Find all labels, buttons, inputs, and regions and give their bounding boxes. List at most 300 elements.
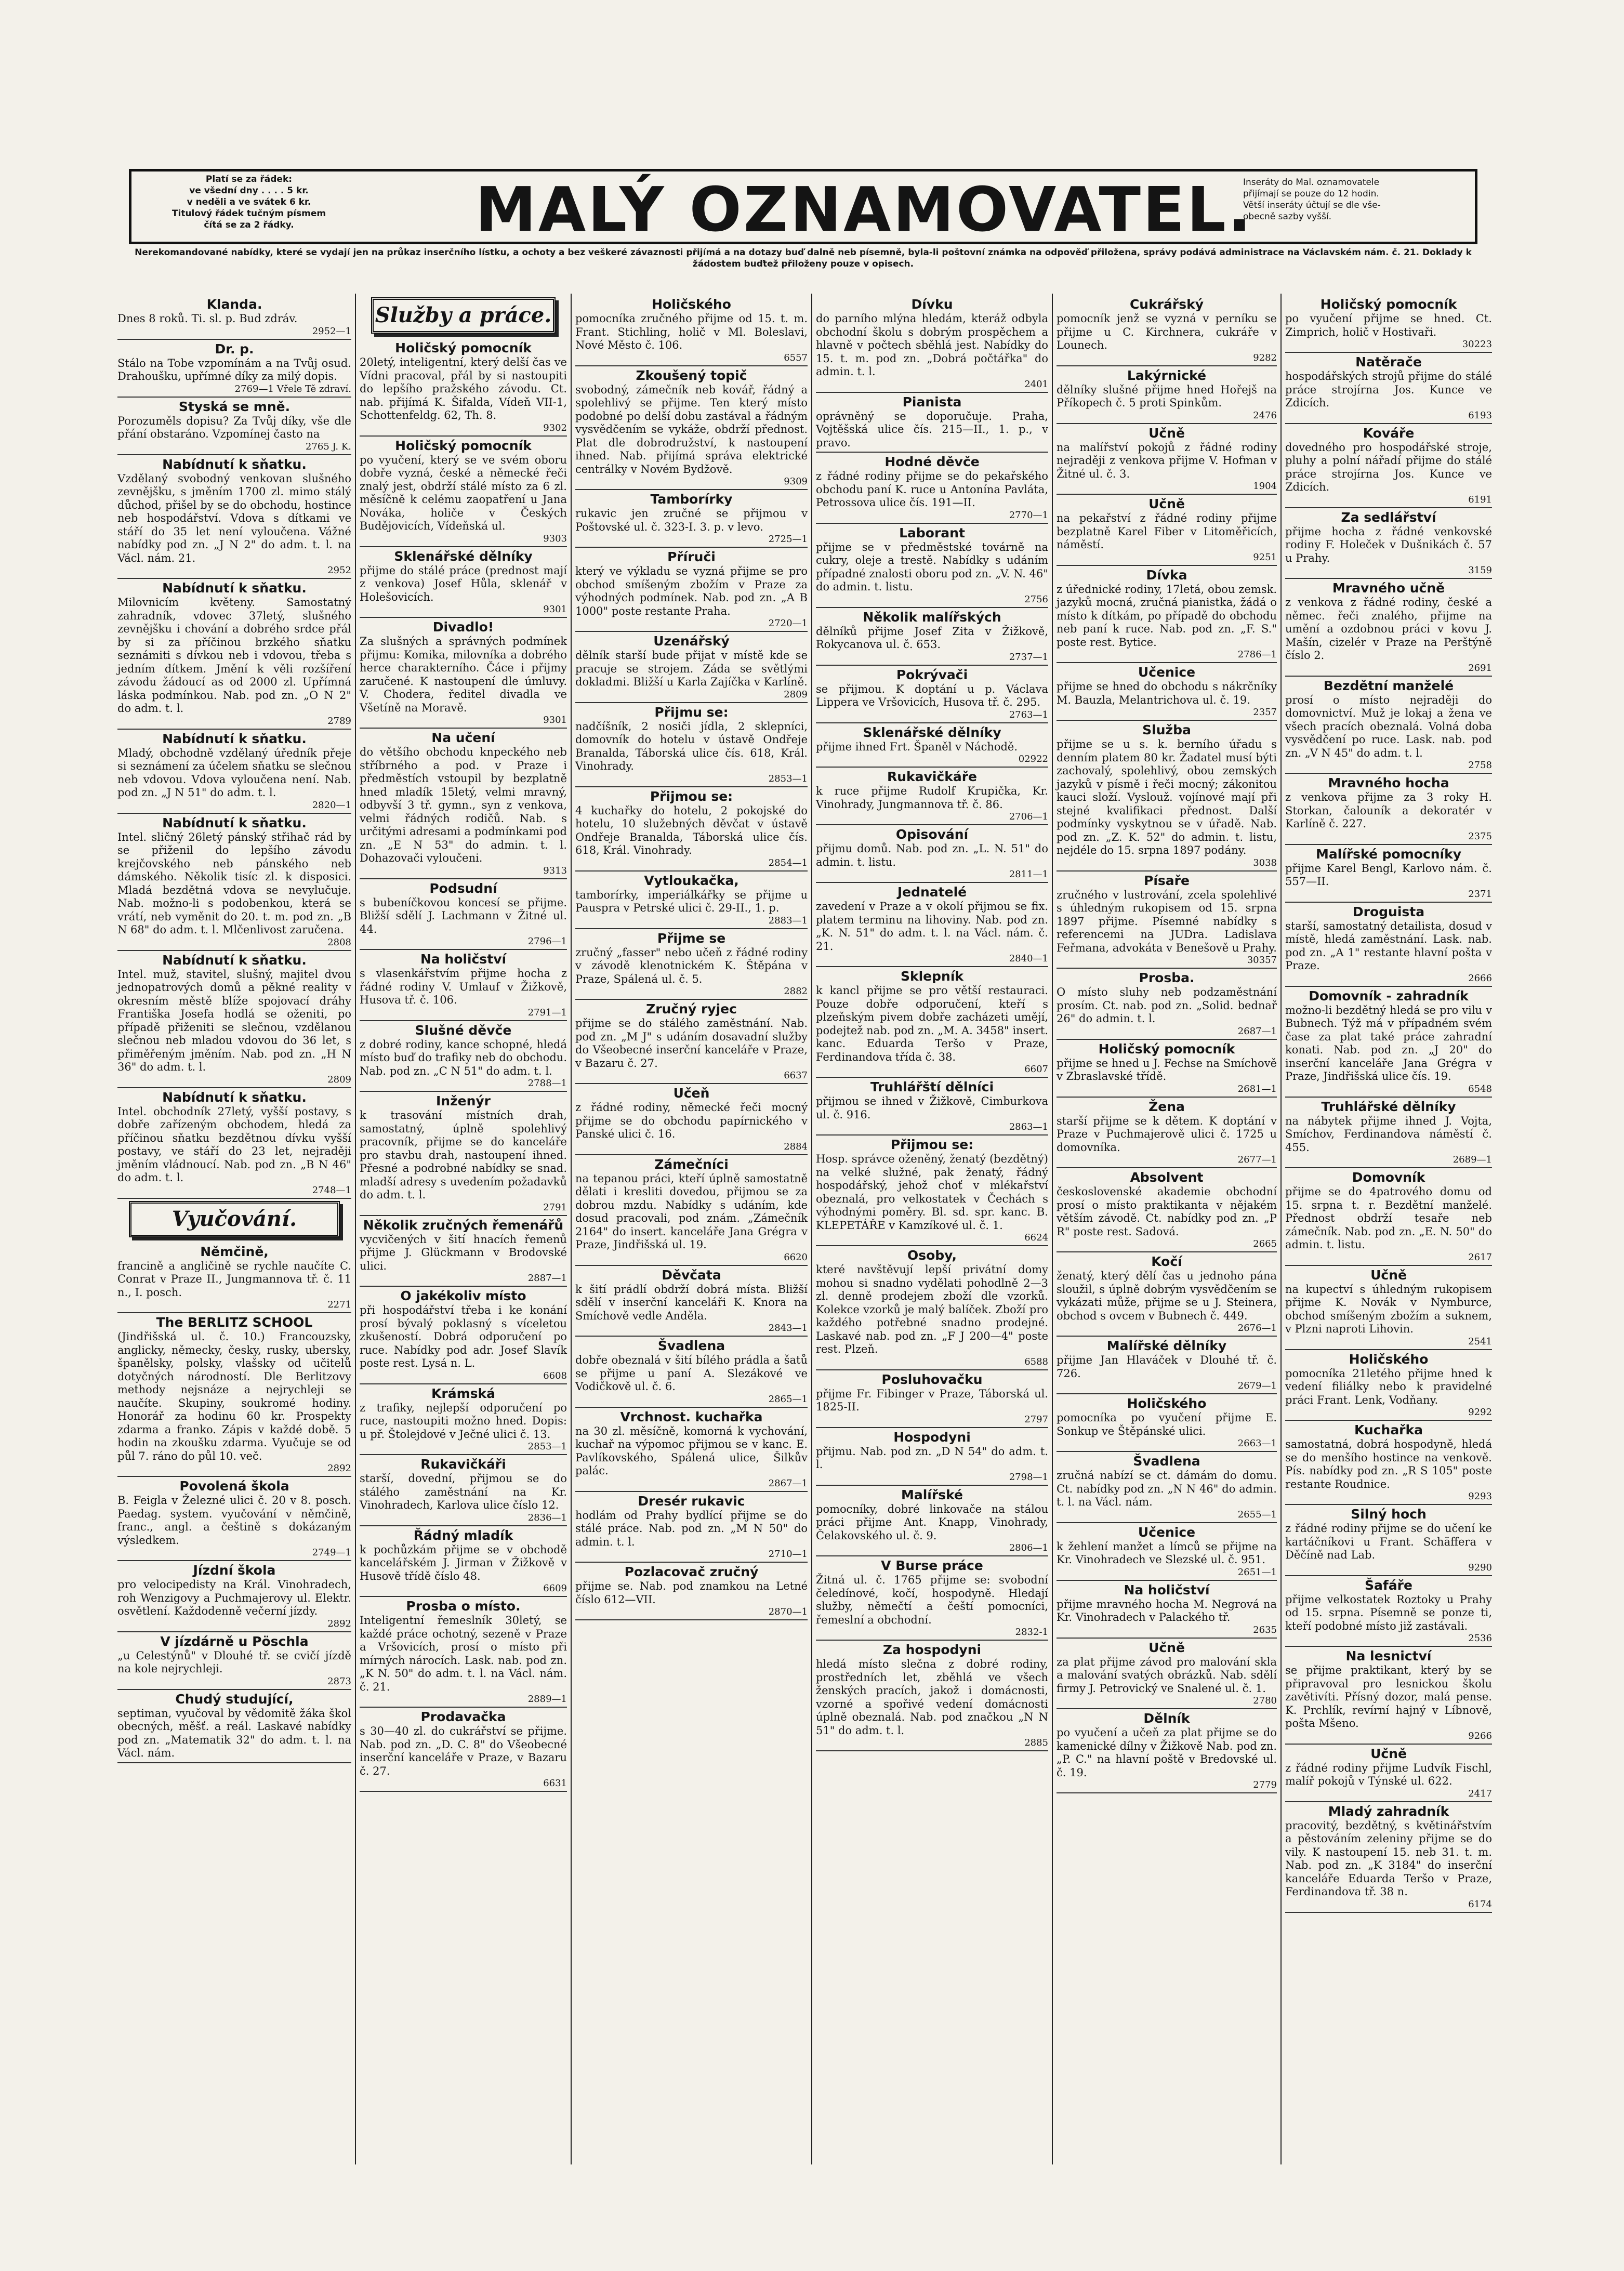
classified-ad bbox=[1057, 295, 1277, 366]
ad-number: 3159 bbox=[1468, 565, 1492, 576]
ad-text: zručný „fasser" nebo učeň z řádné rodiny v závodě klenotnickém K. Štěpána v Praze, Spálená ul. č. 5. bbox=[575, 946, 808, 985]
classified-ad bbox=[816, 1246, 1048, 1370]
ad-text: při hospodářství třeba i ke konání prosí bývalý poklasný s víceletou zkušeností. Dobrá odporučení po ruce. Nabídky pod adr. Josef Slavík poste rest. Lysá n. L. bbox=[360, 1304, 567, 1369]
ad-text: přijme se do stálého zaměstnání. Nab. pod zn. „M J" s udáním dosavadní služby do Všeobecné inserční kanceláře v Praze, v Bazaru č. 27. bbox=[575, 1017, 808, 1070]
header-left-line: ve všední dny . . . . 5 kr. bbox=[189, 186, 309, 196]
ad-heading: Truhlářské dělníky bbox=[1321, 1099, 1456, 1114]
ad-heading: Absolvent bbox=[1130, 1170, 1204, 1185]
ad-heading: Povolená škola bbox=[179, 1478, 289, 1494]
ad-text: 20letý, inteligentní, který delší čas ve Vídni pracoval, přál by si nastoupiti do lepšího pražského závodu. Ct. nab. přijímá K. Šifalda, Vídeň VII-1, Schottenfeldg. 62, Th. 8. bbox=[360, 356, 567, 421]
ad-text: z dobré rodiny, kance schopné, hledá místo buď do trafiky neb do obchodu. Nab. pod zn. „C N 51" do adm. t. l. bbox=[360, 1038, 567, 1077]
classified-ad bbox=[360, 1092, 567, 1216]
ad-number: 2796—1 bbox=[527, 936, 567, 947]
classified-ad bbox=[360, 879, 567, 950]
column-5 bbox=[1053, 295, 1280, 2166]
classified-ad bbox=[816, 453, 1048, 524]
classified-ad bbox=[575, 295, 808, 366]
ad-number: 6174 bbox=[1468, 1898, 1492, 1910]
classified-ad bbox=[816, 967, 1048, 1078]
ad-text: z venkova z řádné rodiny, české a němec. řeči znalého, přijme na umění a ozdobnou práci v kovu J. Mašín, cizelér v Praze na Perštýně číslo 2. bbox=[1285, 596, 1492, 662]
ad-number: 2884 bbox=[784, 1141, 808, 1152]
classified-ad bbox=[1285, 774, 1492, 845]
ad-heading: Chudý studující, bbox=[175, 1691, 294, 1707]
classified-ad bbox=[575, 548, 808, 632]
classified-ad bbox=[360, 1597, 567, 1708]
classified-ad bbox=[575, 1000, 808, 1084]
ad-number: 2417 bbox=[1468, 1788, 1492, 1799]
ad-number: 9292 bbox=[1468, 1407, 1492, 1418]
ad-heading: Učně bbox=[1148, 425, 1185, 441]
ad-number: 2809 bbox=[327, 1074, 351, 1085]
ad-heading: Zámečníci bbox=[654, 1156, 729, 1172]
ad-heading: Nabídnutí k sňatku. bbox=[162, 731, 307, 746]
ad-text: přijme Karel Bengl, Karlovo nám. č. 557—II. bbox=[1285, 862, 1492, 888]
ad-text: po vyučení a učeň za plat přijme se do kamenické dílny v Žižkově Nab. pod zn. „P. C." na hlavní poště v Bredovské ul. č. 19. bbox=[1057, 1726, 1277, 1779]
classified-ad bbox=[816, 524, 1048, 608]
ad-text: k žehlení manžet a límců se přijme na Kr. Vinohradech ve Slezské ul. č. 951. bbox=[1057, 1540, 1277, 1566]
column-1 bbox=[114, 295, 354, 2166]
ad-number: 2836—1 bbox=[527, 1512, 567, 1523]
column-rule bbox=[811, 294, 812, 2164]
classified-ad bbox=[816, 1641, 1048, 1751]
ad-heading: Přijmu se: bbox=[654, 704, 729, 720]
ad-text: Vzdělaný svobodný venkovan slušného zevnějšku, s jměním 1700 zl. mimo stálý důchod, přišel by se do obchodu, hostince neb hospodářství. Vdova s dítkami ve stáří do 35 let není vyloučena. Vážné nabídky pod zn. „J N 2" do adm. t. l. na Václ. nám. 21. bbox=[117, 472, 351, 564]
ad-number: 2853—1 bbox=[527, 1441, 567, 1452]
ad-number: 2853—1 bbox=[768, 773, 808, 784]
ad-number: 2883—1 bbox=[768, 915, 808, 926]
classified-ad bbox=[360, 1526, 567, 1597]
ad-number: 6609 bbox=[543, 1583, 567, 1594]
classified-ad bbox=[1057, 366, 1277, 424]
ad-number: 2476 bbox=[1253, 410, 1277, 421]
ad-heading: Natěrače bbox=[1355, 354, 1422, 369]
ad-heading: Učně bbox=[1148, 496, 1185, 511]
classified-ad bbox=[1285, 1802, 1492, 1913]
ad-heading: Pianista bbox=[902, 394, 962, 410]
ad-number: 30357 bbox=[1247, 955, 1277, 966]
classified-ad bbox=[816, 608, 1048, 666]
ad-text: pomocníka po vyučení přijme E. Sonkup ve Štěpánské ulici. bbox=[1057, 1411, 1277, 1437]
ad-text: dělníků přijme Josef Zita v Žižkově, Rokycanova ul. č. 653. bbox=[816, 625, 1048, 651]
column-6 bbox=[1282, 295, 1495, 2166]
classified-ad bbox=[1285, 1266, 1492, 1350]
ad-text: starší, dovední, přijmou se do stálého zaměstnání na Kr. Vinohradech, Karlova ulice číslo 12. bbox=[360, 1472, 567, 1511]
classified-ad bbox=[1057, 1337, 1277, 1394]
ad-heading: Pozlacovač zručný bbox=[624, 1564, 759, 1579]
classified-ad bbox=[1285, 1421, 1492, 1505]
ad-heading: Na lesnictví bbox=[1345, 1648, 1432, 1663]
ad-number: 30223 bbox=[1462, 339, 1492, 350]
ad-number: 2806—1 bbox=[1009, 1542, 1048, 1553]
ad-text: hospodářských strojů přijme do stálé práce strojírna Jos. Kunce ve Zdicích. bbox=[1285, 370, 1492, 409]
ad-text: ženatý, který dělí čas u jednoho pána sloužil, s úplně dobrým vysvědčením se vykázati může, přijme se u J. Steinera, obchod s ovcem v Bubnech č. 449. bbox=[1057, 1270, 1277, 1322]
ad-text: na tepanou práci, kteří úplně samostatně dělati i kresliti dovedou, přijmou se za dobrou mzdu. Nabídky s udáním, kde dosud pracovali, pod znám. „Zámečník 2164" do insert. kanceláře Jana Grégra v Praze, Jindřišská ul. 19. bbox=[575, 1172, 808, 1251]
classified-ad bbox=[575, 872, 808, 929]
ad-heading: Osoby, bbox=[907, 1248, 957, 1263]
classified-ad bbox=[1057, 721, 1277, 872]
classified-ad bbox=[1057, 1523, 1277, 1581]
header-left-line: Platí se za řádek: bbox=[205, 174, 293, 184]
classified-ad bbox=[816, 1370, 1048, 1428]
ad-text: 4 kuchařky do hotelu, 2 pokojské do hotelu, 10 služebných děvčat v ústavě Ondřeje Branalda, Táborská ulice čís. 618, Král. Vinohrady. bbox=[575, 804, 808, 856]
ad-text: přijme hocha z řádné venkovské rodiny F. Holeček v Dušnikách č. 57 u Prahy. bbox=[1285, 525, 1492, 564]
ad-heading: Malířské bbox=[901, 1487, 963, 1502]
classified-ad bbox=[575, 787, 808, 872]
classified-ad bbox=[1285, 1745, 1492, 1802]
ad-number: 9301 bbox=[543, 715, 567, 725]
classified-ad bbox=[360, 618, 567, 729]
ad-number: 2401 bbox=[1024, 378, 1048, 390]
ad-text: československé akademie obchodní prosí o místo praktikanta v nějakém větším závodě. Ct. nabídky pod zn. „P R" poste rest. Sadová. bbox=[1057, 1185, 1277, 1238]
ad-number: 2749—1 bbox=[312, 1547, 351, 1558]
ad-heading: Dresér rukavic bbox=[638, 1493, 745, 1509]
ad-number: 9302 bbox=[543, 422, 567, 433]
ad-heading: Posluhovačku bbox=[881, 1371, 983, 1387]
ad-heading: Řádný mladík bbox=[413, 1527, 513, 1543]
classified-ad bbox=[360, 1287, 567, 1384]
ad-text: pomocník jenž se vyzná v perníku se přijme u C. Kirchnera, cukráře v Lounech. bbox=[1057, 312, 1277, 351]
ad-text: na 30 zl. měsíčně, komorná k vychování, kuchař na výpomoc přijmou se v kanc. E. Pavlíkovského, Spálená ulice, Šilkův palác. bbox=[575, 1424, 808, 1477]
ad-heading: Němčině, bbox=[200, 1244, 269, 1259]
ad-text: samostatná, dobrá hospodyně, hledá se do menšího hostince na venkově. Pís. nabídky pod zn. „R S 105" poste restante Roudnice. bbox=[1285, 1438, 1492, 1490]
classified-ad bbox=[575, 366, 808, 491]
ad-number: 2840—1 bbox=[1009, 953, 1048, 964]
classified-ad bbox=[117, 1632, 351, 1690]
ad-number: 2887—1 bbox=[527, 1273, 567, 1284]
classified-ad bbox=[816, 1556, 1048, 1641]
ad-text: svobodný, zámečník neb kovář, řádný a spolehlivý se přijme. Ten který místo podobné po delší dobu zastával a řádným vysvědčením se vykáže, obdrží přednost. Plat dle dobrodružství, k nastoupení ihned. Nab. přijímá správa elektrické centrálky v Novém Bydžově. bbox=[575, 383, 808, 476]
ad-number: 9309 bbox=[784, 476, 808, 487]
classified-ad bbox=[1057, 1709, 1277, 1793]
column-2 bbox=[357, 295, 570, 2166]
ad-number: 2863—1 bbox=[1009, 1121, 1048, 1132]
ad-text: přijme Fr. Fibinger v Praze, Táborská ul. 1825-II. bbox=[816, 1387, 1048, 1413]
classified-ad bbox=[575, 1408, 808, 1492]
ad-number: 2375 bbox=[1468, 830, 1492, 842]
classified-ad bbox=[117, 455, 351, 579]
ad-heading: Pokrývači bbox=[896, 667, 968, 682]
ad-number: 2797 bbox=[1024, 1414, 1048, 1425]
ad-text: pomocníka zručného přijme od 15. t. m. Frant. Stichling, holič v Ml. Boleslavi, Nové Město č. 106. bbox=[575, 312, 808, 351]
ad-text: O místo sluhy neb podzaměstnání prosím. Ct. nab. pod zn. „Solid. bednař 26" do admin. t. l. bbox=[1057, 986, 1277, 1025]
ad-number: 2536 bbox=[1468, 1633, 1492, 1644]
ad-heading: Rukavičkáře bbox=[887, 769, 977, 784]
ad-text: pomocníky, dobré linkovače na stálou práci přijme Ant. Knapp, Vinohrady, Čelakovského ul. č. 9. bbox=[816, 1502, 1048, 1542]
ad-heading: Rukavičkáři bbox=[420, 1457, 506, 1472]
classified-ad bbox=[1057, 424, 1277, 495]
ad-text: z řádné rodiny přijme se do pekařského obchodu paní K. ruce u Antonína Pavláta, Petrossova ulice čís. 191—II. bbox=[816, 470, 1048, 509]
ad-text: za plat přijme závod pro malování skla a malování svatých obrázků. Nab. sdělí firmy J. Petrovický ve Snalené ul. č. 1. bbox=[1057, 1655, 1277, 1695]
ad-text: Za slušných a správných podmínek přijmu: Komika, milovníka a dobrého herce charakterního. Čáce i přijmy zaručené. K nastoupení dle úmluvy. V. Chodera, ředitel divadla ve Všetíně na Moravě. bbox=[360, 635, 567, 714]
ad-heading: Sklenářské dělníky bbox=[394, 548, 533, 564]
ad-heading: Kuchařka bbox=[1354, 1422, 1423, 1437]
ad-number: 2737—1 bbox=[1009, 651, 1048, 663]
ad-text: k pochůzkám přijme se v obchodě kancelářském J. Jirman v Žižkově v Husově třídě číslo 48. bbox=[360, 1543, 567, 1582]
header-left-line: Titulový řádek tučným písmem bbox=[171, 208, 326, 219]
ad-heading: Hospodyni bbox=[893, 1429, 971, 1445]
ad-text: s bubeníčkovou koncesí se přijme. Bližší sdělí J. Lachmann v Žitné ul. 44. bbox=[360, 896, 567, 935]
ad-text: k trasování místních drah, samostatný, úplně spolehlivý pracovník, přijme se do kanceláře pro stavbu drah, nastoupení ihned. Přesné a podrobné nabídky se snad. mladší adresy s uvedením požadavků do adm. t. l. bbox=[360, 1109, 567, 1201]
ad-text: do většího obchodu knpeckého neb stříbrného a pod. v Praze i předměstích vstoupil by bezplatně hned mladík 15letý, velmi mravný, odbyvší 3 tř. gymn., syn z venkova, velmi řádných rodičů. Nab. s určitými adresami a podmínkami pod zn. „E N 53" do admin. t. l. Dohazovači vyloučeni. bbox=[360, 746, 567, 864]
ad-number: 2271 bbox=[327, 1299, 351, 1310]
ad-heading: Kočí bbox=[1151, 1254, 1182, 1269]
ad-number: 6191 bbox=[1468, 494, 1492, 505]
ad-heading: Nabídnutí k sňatku. bbox=[162, 456, 307, 472]
classified-ad bbox=[360, 1455, 567, 1526]
ad-number: 2832-1 bbox=[1015, 1627, 1048, 1638]
ad-text: se přijme praktikant, který by se připravoval pro lesnickou školu zavětivíti. Přísný dozor, malá pense. K. Prchlík, revírní hajný v Líbnově, pošta Mšeno. bbox=[1285, 1664, 1492, 1729]
ad-heading: Přijmou se: bbox=[890, 1137, 974, 1152]
classified-ad bbox=[816, 393, 1048, 453]
ad-heading: Přijme se bbox=[657, 930, 726, 946]
classified-ad bbox=[1285, 1350, 1492, 1421]
classified-ad bbox=[1285, 903, 1492, 987]
ad-text: s 30—40 zl. do cukrářství se přijme. Nab. pod zn. „D. C. 8" do Všeobecné inserční kanceláře v Praze, v Bazaru č. 27. bbox=[360, 1725, 567, 1777]
ad-text: přijme mravného hocha M. Negrová na Kr. Vinohradech v Palackého tř. bbox=[1057, 1597, 1277, 1623]
ad-text: pracovitý, bezdětný, s květinářstvím a pěstováním zeleniny přijme se do vily. K nastoupení 15. neb 31. t. m. Nab. pod zn. „K 3184" do inserční kanceláře Eduarda Teršo v Praze, Ferdinandova tř. 38 n. bbox=[1285, 1819, 1492, 1898]
classified-ad bbox=[1285, 1168, 1492, 1266]
classified-ad bbox=[360, 1216, 567, 1287]
ad-heading: Učenice bbox=[1138, 665, 1196, 680]
ad-heading: Na holičství bbox=[420, 952, 507, 967]
ad-text: B. Feigla v Železné ulici č. 20 v 8. posch. Paedag. system. vyučování v němčině, franc., angl. a češtině s dokázaným výsledkem. bbox=[117, 1494, 351, 1547]
ad-heading: V jízdárně u Pöschla bbox=[160, 1633, 309, 1649]
ad-text: z řádné rodiny přijme Ludvík Fischl, malíř pokojů v Týnské ul. 622. bbox=[1285, 1761, 1492, 1787]
ad-text: přijme se do 4patrového domu od 15. srpna t. r. Bezdětní manželé. Přednost obdrží tesaře neb zámečník. Nab. pod zn. „E. N. 50" do admin. t. listu. bbox=[1285, 1185, 1492, 1251]
ad-number: 2677—1 bbox=[1237, 1154, 1277, 1165]
ad-heading: Divadlo! bbox=[432, 619, 494, 635]
ad-number: 1904 bbox=[1253, 481, 1277, 492]
ad-text: přijme se v předměstské továrně na cukry, oleje a trestě. Nabídky s udáním případné znalosti oboru pod zn. „V. N. 46" do admin. t. listu. bbox=[816, 540, 1048, 593]
classified-ad bbox=[117, 1477, 351, 1561]
ad-number: 2789 bbox=[327, 715, 351, 727]
ad-number: 2791—1 bbox=[527, 1007, 567, 1018]
classified-ad bbox=[360, 437, 567, 547]
classified-ad bbox=[1285, 424, 1492, 508]
ad-text: z trafiky, nejlepší odporučení po ruce, nastoupiti možno hned. Dopis: u př. Štolejdové v Ječné ulici č. 13. bbox=[360, 1401, 567, 1441]
classified-ad bbox=[575, 1492, 808, 1563]
header-left-line: čítá se za 2 řádky. bbox=[204, 220, 294, 230]
classified-ad bbox=[1057, 1639, 1277, 1710]
ad-text: s vlasenkářstvím přijme hocha z řádné rodiny V. Umlauf v Žižkově, Husova tř. č. 106. bbox=[360, 967, 567, 1006]
ad-heading: Žena bbox=[1148, 1099, 1185, 1114]
ad-number: 2689—1 bbox=[1453, 1154, 1492, 1165]
ad-heading: Uzenářský bbox=[653, 633, 730, 649]
ad-text: který ve výkladu se vyzná přijme se pro obchod smíšeným zbožím v Praze za výhodných podmínek. Nab. pod zn. „A B 1000" poste restante Praha. bbox=[575, 565, 808, 617]
classified-ad bbox=[360, 1708, 567, 1792]
header-left-line: v neděli a ve svátek 6 kr. bbox=[187, 197, 311, 207]
ad-text: přijme se u s. k. berního úřadu s denním platem 80 kr. Žadatel musí býti zachovalý, spolehlivý, obou zemských jazyků v písmě i řeči mocný; zákonitou kauci složí. Vyslouž. vojínové mají při stejné kvalifikaci přednost. Další podmínky vyskytnou se v úřadě. Nab. pod zn. „Z. K. 52" do admin. t. listu, nejdéle do 15. srpna 1897 podány. bbox=[1057, 738, 1277, 856]
ad-text: nadčíšník, 2 nosiči jídla, 2 sklepníci, domovník do hotelu v ústavě Ondřeje Branalda, Táborská ulice čís. 618, Král. Vinohrady. bbox=[575, 720, 808, 772]
ad-heading: Opisování bbox=[895, 827, 969, 842]
ad-heading: Na holičství bbox=[1124, 1582, 1210, 1597]
ad-text: přijmu. Nab. pod zn. „D N 54" do adm. t. l. bbox=[816, 1445, 1048, 1471]
ad-heading: Krámská bbox=[431, 1385, 495, 1401]
classified-ad bbox=[575, 1084, 808, 1155]
ad-text: Intel. sličný 26letý pánský střihač rád by se přiženil do lepšího závodu krejčovského neb pánského neb dámského. Několik tisíc zl. k disposici. Mladá bezdětná vdova se nevylučuje. Nab. možno-li s podobenkou, která se vrátí, neb vyměnit do 20. t. m. pod zn. „B N 68" do adm. t. l. Mlčenlivost zaručena. bbox=[117, 830, 351, 936]
ad-number: 2541 bbox=[1468, 1336, 1492, 1347]
ad-number: 3038 bbox=[1253, 857, 1277, 868]
ad-number: 2892 bbox=[327, 1463, 351, 1474]
ad-heading: Dívku bbox=[911, 297, 953, 312]
ad-text: dělník starší bude přijat v místě kde se pracuje se strojem. Záda se světlými dokladmi. Bližší u Karla Zajíčka v Karlíně. bbox=[575, 649, 808, 688]
ad-text: z řádné rodiny, německé řeči mocný přijme se do obchodu papírnického v Panské ulici č. 16. bbox=[575, 1101, 808, 1140]
ad-number: 2870—1 bbox=[768, 1606, 808, 1617]
ad-text: se přijmou. K doptání u p. Václava Lippera ve Vršovicích, Husova tř. č. 295. bbox=[816, 682, 1048, 708]
classified-ad bbox=[1057, 1098, 1277, 1169]
ad-heading: Děvčata bbox=[662, 1267, 721, 1283]
ad-heading: Přijmou se: bbox=[650, 788, 733, 804]
ad-number: 2763—1 bbox=[1009, 709, 1048, 720]
ad-text: Inteligentní řemeslník 30letý, se každé práce ochotný, sezeně v Praze a Vršovicích, prosí o místo při mírných nárocích. Lask. nab. pod zn. „K N. 50" do adm. t. l. na Václ. nám. č. 21. bbox=[360, 1614, 567, 1693]
ad-heading: Klanda. bbox=[206, 297, 262, 312]
classified-ad bbox=[1057, 1252, 1277, 1337]
ad-text: hledá místo slečna z dobré rodiny, prostředních let, zběhlá ve všech ženských pracích, jakož i domácnosti, vzorné a spořivé vedení domácnosti úplně obeznalá. Nab. pod značkou „N N 51" do adm. t. l. bbox=[816, 1658, 1048, 1737]
ad-number: 2786—1 bbox=[1237, 649, 1277, 660]
ad-number: 6631 bbox=[543, 1778, 567, 1789]
ad-text: k šití prádlí obdrží dobrá místa. Bližší sdělí v inserční kanceláři K. Knora na Smíchově vedle Anděla. bbox=[575, 1283, 808, 1322]
classified-ad bbox=[1285, 1576, 1492, 1647]
ad-heading: Příruči bbox=[667, 549, 716, 564]
column-rule bbox=[355, 294, 356, 2164]
classified-ad bbox=[117, 814, 351, 951]
column-3 bbox=[572, 295, 811, 2166]
ad-heading: Malířské pomocníky bbox=[1315, 846, 1462, 862]
ad-heading: Tamborírky bbox=[650, 492, 733, 507]
ad-text: hodlám od Prahy bydlící přijme se do stálé práce. Nab. pod zn. „M N 50" do admin. t. l. bbox=[575, 1509, 808, 1548]
header-right-line: Inseráty do Mal. oznamovatele bbox=[1243, 177, 1380, 188]
ad-number: 2691 bbox=[1468, 662, 1492, 674]
column-4 bbox=[813, 295, 1051, 2166]
classified-ad bbox=[575, 490, 808, 548]
classified-ad bbox=[575, 1337, 808, 1408]
ad-text: na nábytek přijme ihned J. Vojta, Smíchov, Ferdinandova náměstí č. 455. bbox=[1285, 1114, 1492, 1154]
ad-text: septiman, vyučoval by vědomitě žáka škol obecných, měšť. a reál. Laskavé nabídky pod zn. „Matematik 32" do adm. t. l. na Václ. nám. bbox=[117, 1707, 351, 1759]
ad-number: 6624 bbox=[1024, 1232, 1048, 1243]
ad-heading: Nabídnutí k sňatku. bbox=[162, 580, 307, 596]
ad-heading: Prosba o místo. bbox=[406, 1599, 521, 1614]
classified-ad bbox=[1057, 1581, 1277, 1639]
classified-ad bbox=[1057, 1040, 1277, 1098]
header-right-line: obecně sazby vyšší. bbox=[1243, 212, 1332, 222]
ad-heading: Mladý zahradník bbox=[1328, 1803, 1449, 1819]
ad-number: 9266 bbox=[1468, 1730, 1492, 1741]
ad-heading: Učeň bbox=[673, 1086, 710, 1101]
classified-ad bbox=[1285, 987, 1492, 1098]
ad-text: k kancl přijme se pro větší restauraci. Pouze dobře odporučení, kteří s plzeňským pivem dobře zacházeti umějí, podejtež nab. pod zn. „M. A. 3458" insert. kanc. Eduarda Teršo v Praze, Ferdinandova třída č. 38. bbox=[816, 984, 1048, 1063]
classified-ad bbox=[575, 703, 808, 787]
ad-number: 2952 bbox=[327, 565, 351, 576]
ad-heading: Učně bbox=[1370, 1746, 1407, 1761]
ad-number: 2710—1 bbox=[768, 1549, 808, 1560]
ad-text: pro velocipedisty na Král. Vinohradech, roh Wenzigovy a Puchmajerovy ul. Elektr. osvětlení. Každodenně večerní jízdy. bbox=[117, 1578, 351, 1617]
ad-heading: Jízdní škola bbox=[193, 1563, 276, 1578]
classified-ad bbox=[360, 1021, 567, 1092]
ad-text: Hosp. správce oženěný, ženatý (bezdětný) na velké služné, pak ženatý, řádný hospodářský, jehož choť v mlékařství obeznalá, pro velkostatek v Čechách s výhodnými poměry. Bl. sd. spr. kanc. B. KLEPETÁŘE v Kamzíkové ul. č. 1. bbox=[816, 1153, 1048, 1232]
ad-heading: Šafáře bbox=[1365, 1577, 1412, 1593]
ad-heading: Sklenářské dělníky bbox=[863, 724, 1001, 740]
ad-number: 6557 bbox=[784, 352, 808, 363]
ad-heading: Holičský pomocník bbox=[1320, 297, 1457, 312]
ad-number: 2809 bbox=[784, 689, 808, 700]
ad-text: na kupectví s úhledným rukopisem přijme K. Novák v Nymburce, obchod smíšeným zbožím a suknem, v Plzni naproti Lihovin. bbox=[1285, 1283, 1492, 1335]
ad-text: přijme se hned do obchodu s nákrčníky M. Bauzla, Melantrichova ul. č. 19. bbox=[1057, 680, 1277, 706]
classified-ad bbox=[1285, 845, 1492, 903]
ad-number: 6637 bbox=[784, 1070, 808, 1081]
ad-number: 2779 bbox=[1253, 1779, 1277, 1790]
ad-heading: Zkoušený topič bbox=[636, 367, 747, 383]
ad-heading: Dívka bbox=[1146, 567, 1187, 583]
ad-heading: The BERLITZ SCHOOL bbox=[156, 1315, 313, 1330]
ad-text: které navštěvují lepší privátní domy mohou si snadno vydělati pohodlně 2—3 zl. denně prodejem zboží dle vzorků. Kolekce vzorků je malý balíček. Zboží pro každého potřebné snadno prodejné. Laskavé nab. pod zn. „F J 200—4" poste rest. Plzeň. bbox=[816, 1263, 1048, 1355]
ad-text: Mladý, obchodně vzdělaný úředník přeje si seznámení za účelem sňatku se slečnou neb vdovou. Vdova vyloučena není. Nab. pod zn. „J N 51" do adm. t. l. bbox=[117, 746, 351, 799]
ad-heading: Prosba. bbox=[1139, 970, 1195, 985]
masthead bbox=[129, 169, 1477, 244]
section-heading: Vyučování. bbox=[129, 1201, 340, 1237]
ad-number: 2681—1 bbox=[1237, 1083, 1277, 1094]
classified-ad bbox=[1285, 1098, 1492, 1169]
ad-text: po vyučení, který se ve svém oboru dobře vyzná, české a německé řeči znalý jest, obdrží stálé místo za 6 zl. měsíčně k celému zaopatření u Jana Nováka, holiče v Českých Budějovicích, Vídeňská ul. bbox=[360, 453, 567, 532]
ad-heading: Hodné děvče bbox=[884, 454, 980, 469]
ad-text: na malířství pokojů z řádné rodiny nejraději z venkova přijme V. Hofman v Žitné ul. č. 3. bbox=[1057, 441, 1277, 480]
classified-ad bbox=[117, 1088, 351, 1199]
classified-ad bbox=[1285, 1505, 1492, 1576]
classified-ad bbox=[575, 632, 808, 703]
ad-heading: Nabídnutí k sňatku. bbox=[162, 1089, 307, 1105]
ad-heading: Písaře bbox=[1144, 873, 1190, 888]
classified-ad bbox=[1285, 508, 1492, 579]
ad-number: 9290 bbox=[1468, 1562, 1492, 1573]
ad-heading: Dělník bbox=[1143, 1711, 1190, 1726]
ad-heading: Učně bbox=[1148, 1640, 1185, 1655]
ad-number: 2665 bbox=[1253, 1238, 1277, 1249]
ad-text: zručná nabízí se ct. dámám do domu. Ct. nabídky pod zn. „N N 46" do admin. t. l. na Václ. nám. bbox=[1057, 1469, 1277, 1508]
ad-text: dělníky slušné přijme hned Hořejš na Příkopech č. 5 proti Spinkům. bbox=[1057, 383, 1277, 409]
section-heading: Služby a práce. bbox=[371, 297, 556, 334]
classified-ad bbox=[816, 1136, 1048, 1246]
ad-number: 9313 bbox=[543, 865, 567, 876]
classified-ad bbox=[1285, 579, 1492, 677]
ad-number: 9251 bbox=[1253, 551, 1277, 563]
ad-number: 2758 bbox=[1468, 760, 1492, 771]
ad-number: 2798—1 bbox=[1009, 1471, 1048, 1483]
ad-heading: Učně bbox=[1370, 1267, 1407, 1283]
classified-ad bbox=[816, 1428, 1048, 1486]
ad-number: 6588 bbox=[1024, 1356, 1048, 1367]
ad-heading: Dr. p. bbox=[215, 341, 254, 357]
ad-number: 2617 bbox=[1468, 1251, 1492, 1263]
ad-text: přijme do stálé práce (prednost mají z venkova) Josef Hůla, sklenář v Holešovicích. bbox=[360, 564, 567, 603]
ad-text: z venkova přijme za 3 roky H. Storkan, čalouník a dekoratér v Karlíně č. 227. bbox=[1285, 791, 1492, 830]
ad-number: 2651—1 bbox=[1237, 1566, 1277, 1578]
ad-number: 2748—1 bbox=[312, 1184, 351, 1196]
ad-number: 2885 bbox=[1024, 1737, 1048, 1748]
ad-heading: Truhlářští dělníci bbox=[870, 1079, 994, 1094]
ad-number: 9293 bbox=[1468, 1491, 1492, 1502]
ad-number: 2371 bbox=[1468, 888, 1492, 900]
classified-ad bbox=[117, 579, 351, 730]
classified-ad bbox=[1057, 872, 1277, 969]
classified-ad bbox=[117, 398, 351, 455]
ad-number: 2720—1 bbox=[768, 618, 808, 629]
ad-number: 2765 J. K. bbox=[306, 441, 351, 452]
ad-text: dobře obeznalá v šití bílého prádla a šatů se přijme u paní A. Slezákové ve Vodičkově ul. č. 6. bbox=[575, 1354, 808, 1393]
ad-number: 6608 bbox=[543, 1370, 567, 1381]
ad-text: přijmou se ihned v Žižkově, Cimburkova ul. č. 916. bbox=[816, 1095, 1048, 1121]
column-rule bbox=[571, 294, 572, 2164]
classified-ad bbox=[360, 547, 567, 618]
ad-number: 2952—1 bbox=[312, 325, 351, 337]
